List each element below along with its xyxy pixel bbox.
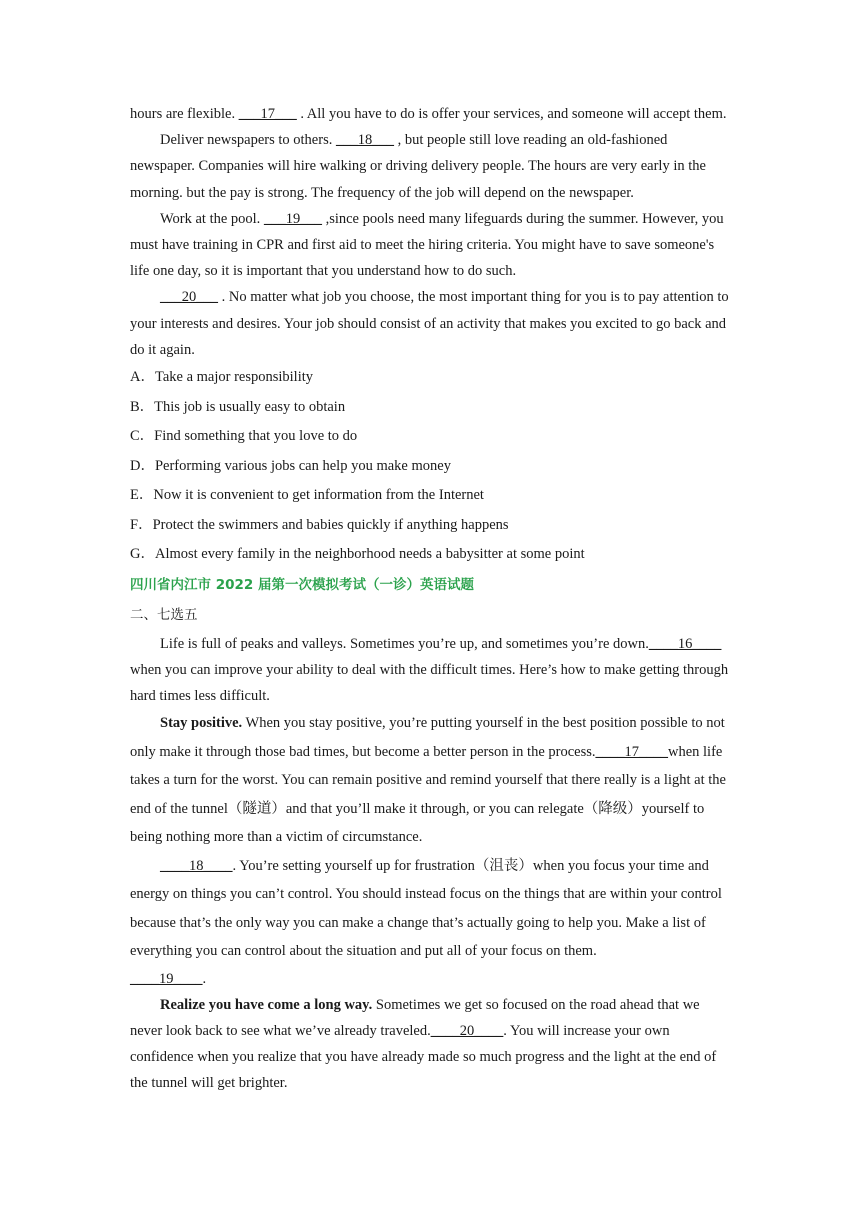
paragraph-blank-19 xyxy=(130,966,735,992)
blank-20: ____20____ xyxy=(430,1023,504,1040)
exam-title: 四川省内江市 2022 届第一次模拟考试（一诊）英语试题 xyxy=(130,576,474,593)
text: . xyxy=(202,970,207,987)
option-b: B．This job is usually easy to obtain xyxy=(130,398,346,415)
option-g: G．Almost every family in the neighborhood needs a babysitter at some point xyxy=(130,546,585,563)
option-e: E．Now it is convenient to get information from the Internet xyxy=(130,487,484,504)
paragraph-stay-positive xyxy=(130,709,735,852)
text: when life takes a turn for the worst. You can remain positive and remind yourself that there really is a light at the end of the tunnel（隧道）and that you’ll make it through, or you can relegate（降级）yourself to being nothing more than a victim of circumstance. xyxy=(130,743,726,846)
text: Work at the pool. xyxy=(160,210,264,227)
text: . You’re setting yourself up for frustration（沮丧）when you focus your time and energy on things you can’t control. You should instead focus on the things that are within your control because that’s the only way you can make a change that’s actually going to help you. Make a list of everything you can control about the situation and put all of your focus on them. xyxy=(130,857,722,960)
blank-19: ___19___ xyxy=(263,210,322,227)
blank-17: ___17___ xyxy=(238,106,297,122)
paragraph-deliver-newspapers xyxy=(130,127,735,206)
blank-18: ____18____ xyxy=(160,857,233,874)
option-c: C．Find something that you love to do xyxy=(130,428,358,445)
option-d: D．Performing various jobs can help you make money xyxy=(130,457,451,474)
paragraph-long-way xyxy=(130,992,735,1097)
paragraph-p1-continued xyxy=(130,101,735,127)
paragraph-work-at-pool xyxy=(130,206,735,285)
bold-heading: Realize you have come a long way. xyxy=(160,996,373,1013)
text: hours are flexible. xyxy=(130,106,239,122)
paragraph-control xyxy=(130,852,735,966)
blank-19: ____19____ xyxy=(130,970,203,987)
blank-17: ____17____ xyxy=(595,743,668,760)
text: . All you have to do is offer your services, and someone will accept them. xyxy=(296,106,727,122)
page-content xyxy=(130,101,735,1097)
bold-heading: Stay positive. xyxy=(160,715,243,732)
text: ,since pools need many lifeguards during the summer. However, you must have training in CPR and first aid to meet the hiring criteria. You might have to save someone's life one day, so it is important that you understand how to do such. xyxy=(130,210,724,280)
option-a: A．Take a major responsibility xyxy=(130,369,314,386)
paragraph-intro xyxy=(130,631,735,710)
blank-16: ____16____ xyxy=(648,635,722,652)
text: Deliver newspapers to others. xyxy=(160,132,336,149)
text: Life is full of peaks and valleys. Sometimes you’re up, and sometimes you’re down. xyxy=(160,635,649,652)
text: . No matter what job you choose, the most important thing for you is to pay attention to your interests and desires. Your job should consist of an activity that makes you excited to go back and do it again. xyxy=(130,289,729,358)
text: , but people still love reading an old-fashioned newspaper. Companies will hire walking or driving delivery people. The hours are very early in the morning. but the pay is strong. The frequency of the job will depend on the newspaper. xyxy=(130,132,706,201)
text: . You will increase your own confidence when you realize that you have already made so much progress and the light at the end of the tunnel will get brighter. xyxy=(130,1023,717,1092)
options-list xyxy=(130,363,735,570)
blank-18: ___18___ xyxy=(335,132,394,149)
text: When you stay positive, you’re putting yourself in the best position possible to not only make it through those bad times, but become a better person in the process. xyxy=(130,715,725,760)
section-heading: 二、七选五 xyxy=(130,606,198,623)
text: Sometimes we get so focused on the road ahead that we never look back to see what we’ve already traveled. xyxy=(130,996,700,1040)
option-f: F．Protect the swimmers and babies quickly if anything happens xyxy=(130,516,509,533)
blank-20: ___20___ xyxy=(160,289,218,306)
paragraph-conclusion xyxy=(130,284,735,363)
text: when you can improve your ability to deal with the difficult times. Here’s how to make getting through hard times less difficult. xyxy=(130,661,729,704)
